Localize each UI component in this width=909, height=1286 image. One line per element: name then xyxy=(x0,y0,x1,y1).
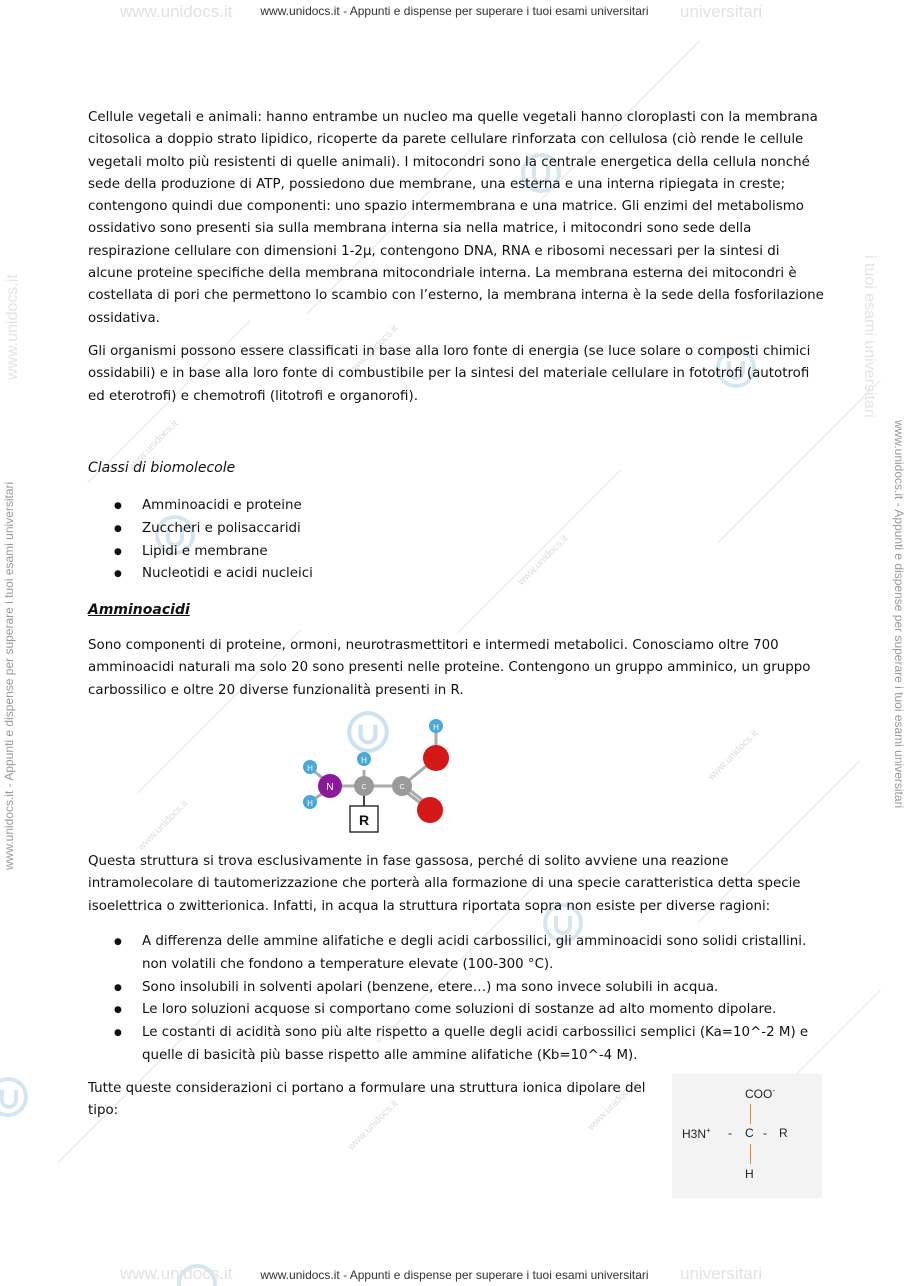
footer-ghost-right: universitari xyxy=(680,1264,763,1283)
atom-label-h: H xyxy=(361,756,367,765)
side-ghost-right: i tuoi esami universitari xyxy=(861,255,878,418)
list-item: ● Lipidi e membrane xyxy=(88,541,828,564)
formula-bond-bottom xyxy=(750,1144,751,1164)
watermark-text: www.unidocs.it xyxy=(345,323,401,378)
heading-amminoacidi: Amminoacidi xyxy=(88,602,190,618)
list-item: ● Nucleotidi e acidi nucleici xyxy=(88,563,828,586)
formula-h: H xyxy=(745,1167,754,1181)
oxygen-atom xyxy=(423,745,449,771)
r-group-label: R xyxy=(358,812,370,828)
formula-h3n-text: H3N xyxy=(682,1127,707,1141)
list-item: ● Sono insolubili in solventi apolari (benzene, etere…) ma sono invece solubili in acqua. xyxy=(88,977,828,1000)
formula-coo xyxy=(745,1086,775,1101)
footer-ghost-left: www.unidocs.it xyxy=(120,1264,233,1283)
watermark-text: www.unidocs.it xyxy=(135,798,191,853)
list-item: ● A differenza delle ammine alifatiche e degli acidi carbossilici, gli amminoacidi sono solidi cristallini. non volatili che fondono a temperature elevate (100-300 °C). xyxy=(88,931,828,977)
atom-label-h: H xyxy=(433,723,439,732)
page-footer: www.unidocs.it - Appunti e dispense per superare i tuoi esami universitari xyxy=(260,1268,649,1282)
page-header: www.unidocs.it - Appunti e dispense per superare i tuoi esami universitari xyxy=(260,4,649,18)
formula-dash-left: - xyxy=(728,1126,732,1140)
atom-label-h: H xyxy=(307,764,313,773)
formula-carbon: C xyxy=(745,1126,754,1140)
list-classi-biomolecole xyxy=(88,495,828,586)
zwitterion-formula xyxy=(672,1074,822,1198)
formula-r: R xyxy=(779,1126,788,1140)
list-item: ● Zuccheri e polisaccaridi xyxy=(88,518,828,541)
atom-label-h: H xyxy=(307,799,313,808)
side-watermark-left xyxy=(2,430,20,870)
formula-h3n-charge: + xyxy=(706,1126,711,1135)
atom-label-c: C xyxy=(361,784,367,791)
paragraph-amminoacidi: Sono componenti di proteine, ormoni, neurotrasmettitori e intermedi metabolici. Conosciamo oltre 700 amminoacidi naturali ma solo 20 sono presenti nelle proteine. Contengono un gruppo amminico, un gruppo carbossilico e oltre 20 diverse funzionalità presenti in R. xyxy=(88,638,811,698)
watermark-text: www.unidocs.it xyxy=(585,1078,641,1133)
side-watermark-right xyxy=(892,420,909,870)
paragraph-cellule: Cellule vegetali e animali: hanno entrambe un nucleo ma quelle vegetali hanno cloroplasti con la membrana citosolica a doppio strato lipidico, ricoperte da parete cellulare rinforzata con cellulosa (ciò rende le cellule vegetali molto più resistenti di quelle animali). I mitocondri sono la centrale energetica della cellula nonché sede della produzione di ATP, possiedono due membrane, una esterna e una interna ripiegata in creste; contengono quindi due componenti: uno spazio intermembrana e una matrice. Gli enzimi del metabolismo ossidativo sono presenti sia sulla membrana interna sia nella matrice, i mitocondri sono sede della respirazione cellulare con dimensioni 1-2µ, contengono DNA, RNA e ribosomi necessari per la sintesi di alcune proteine specifiche della membrana mitocondriale interna. La membrana esterna dei mitocondri è costellata di pori che permettono lo scambio con l’esterno, la membrana interna è la sede della fosforilazione ossidativa. xyxy=(88,110,824,326)
list-ragioni xyxy=(88,931,828,1068)
atom-label-n: N xyxy=(326,782,334,793)
formula-h3n xyxy=(682,1126,711,1141)
watermark-text: www.unidocs.it xyxy=(705,728,761,783)
side-ghost-left: www.unidocs.it xyxy=(4,274,21,380)
watermark-text: www.unidocs.it xyxy=(515,533,571,588)
heading-classi-biomolecole: Classi di biomolecole xyxy=(88,460,236,476)
formula-dash-right: - xyxy=(763,1126,767,1140)
formula-coo-charge: - xyxy=(772,1086,776,1095)
side-watermark-right-text: www.unidocs.it - Appunti e dispense per superare i tuoi esami universitari xyxy=(892,420,906,809)
watermark-text: www.unidocs.it xyxy=(345,1098,401,1153)
paragraph-struttura-gassosa: Questa struttura si trova esclusivamente in fase gassosa, perché di solito avviene una reazione intramolecolare di tautomerizzazione che porterà alla formazione di una specie caratteristica detta specie isoelettrica o zwitterionica. Infatti, in acqua la struttura riportata sopra non esiste per diverse ragioni: xyxy=(88,854,801,914)
watermark-logo-icon xyxy=(0,1072,30,1122)
list-item: ● Amminoacidi e proteine xyxy=(88,495,828,518)
header-ghost-right: universitari xyxy=(680,2,763,21)
amino-acid-molecule-diagram xyxy=(296,714,456,840)
list-item: ● Le loro soluzioni acquose si comportano come soluzioni di sostanze ad alto momento dipolare. xyxy=(88,999,828,1022)
oxygen-atom xyxy=(417,797,443,823)
header-ghost-left: www.unidocs.it xyxy=(120,2,233,21)
list-item: ● Le costanti di acidità sono più alte rispetto a quelle degli acidi carbossilici semplici (Ka=10^-2 M) e quelle di basicità più basse rispetto alle ammine alifatiche (Kb=10^-4 M). xyxy=(88,1022,828,1068)
side-watermark-left-text: www.unidocs.it - Appunti e dispense per superare i tuoi esami universitari xyxy=(2,481,16,870)
watermark-text: www.unidocs.it xyxy=(125,418,181,473)
atom-label-c: C xyxy=(399,784,405,791)
paragraph-organismi: Gli organismi possono essere classificati in base alla loro fonte di energia (se luce solare o composti chimici ossidabili) e in base alla loro fonte di combustibile per la sintesi del materiale cellulare in fototrofi (autotrofi ed eterotrofi) e chemotrofi (litotrofi e organorofi). xyxy=(88,344,811,404)
formula-bond-top xyxy=(750,1104,751,1124)
formula-coo-text: COO xyxy=(745,1087,773,1101)
paragraph-considerazioni: Tutte queste considerazioni ci portano a formulare una struttura ionica dipolare del tipo: xyxy=(88,1081,646,1119)
